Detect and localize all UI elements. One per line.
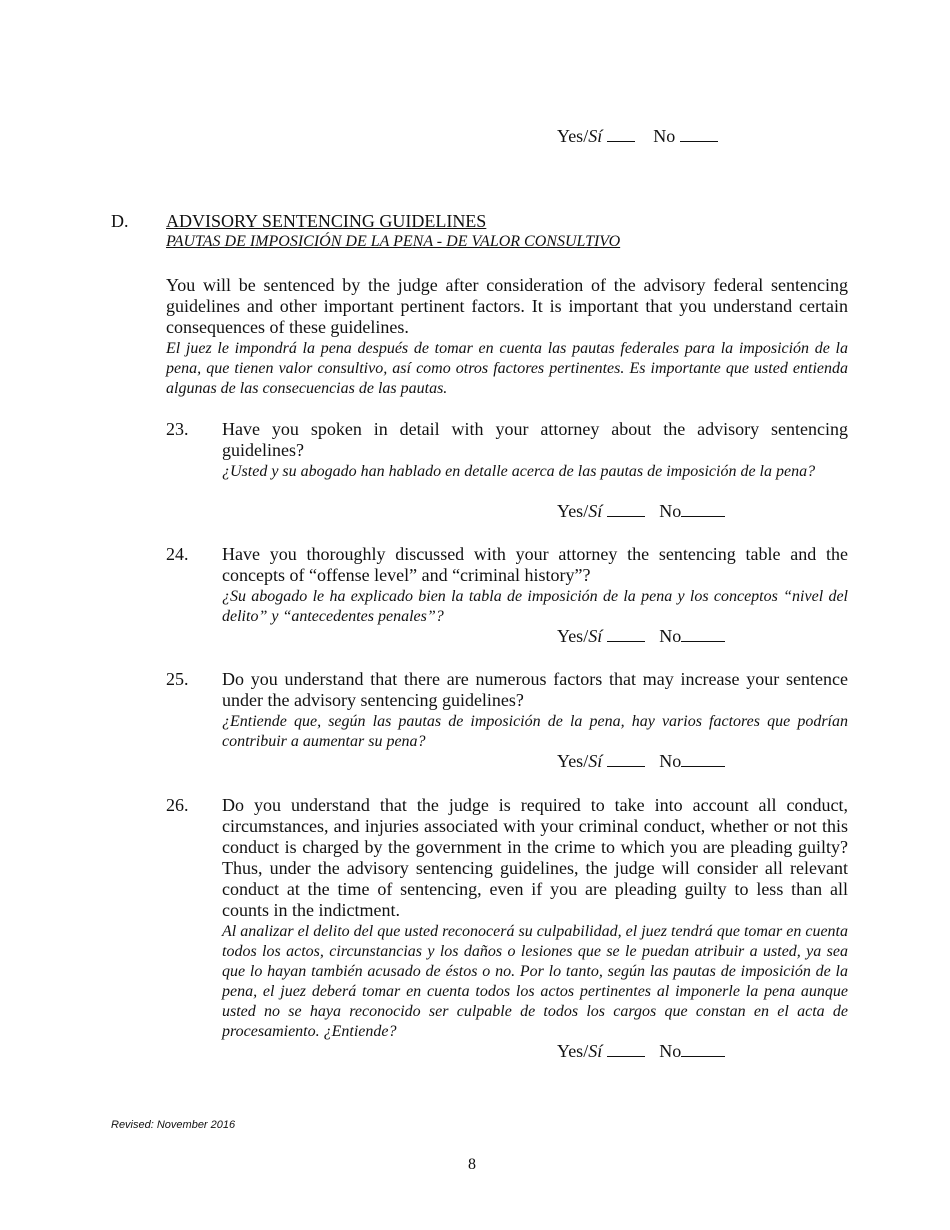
- question-text-es: Al analizar el delito del que usted reconocerá su culpabilidad, el juez tendrá que tomar en cuenta todos los actos, circunstancias y los daños o lesiones que se le puedan atribuir a usted, ya sea que lo hayan también acusado de éstos o no. Por lo tanto, según las pautas de imposición de la pena, el juez deberá tomar en cuenta todos los actos pertinentes al imponerle la pena aunque usted no se haya reconocido ser culpable de todos los cargos que constan en el acta de procesamiento. ¿Entiende?: [222, 923, 848, 1040]
- question-number: 24.: [166, 544, 189, 564]
- question-number: 23.: [166, 419, 189, 439]
- section-letter: D.: [111, 211, 129, 231]
- question-number: 26.: [166, 795, 189, 815]
- yes-blank[interactable]: [607, 1055, 645, 1057]
- question-text-es: ¿Su abogado le ha explicado bien la tabla de imposición de la pena y los conceptos “nivel del delito” y “antecedentes penales”?: [222, 588, 848, 625]
- no-blank[interactable]: [681, 515, 725, 517]
- section-intro-es: El juez le impondrá la pena después de tomar en cuenta las pautas federales para la imposición de la pena, que tienen valor consultivo, así como otros factores pertinentes. Es importante que usted entienda algunas de las consecuencias de las pautas.: [166, 340, 848, 397]
- question-number: 25.: [166, 669, 189, 689]
- question-text-es: ¿Usted y su abogado han hablado en detalle acerca de las pautas de imposición de la pena?: [222, 463, 816, 480]
- yes-blank[interactable]: [607, 515, 645, 517]
- section-subtitle: PAUTAS DE IMPOSICIÓN DE LA PENA - DE VALOR CONSULTIVO: [166, 233, 621, 250]
- question-text-en: Do you understand that there are numerous factors that may increase your sentence under the advisory sentencing guidelines?: [222, 669, 848, 710]
- yes-blank[interactable]: [607, 765, 645, 767]
- page-number: 8: [468, 1156, 476, 1173]
- no-blank[interactable]: [681, 765, 725, 767]
- no-blank[interactable]: [681, 640, 725, 642]
- yes-no-answer: Yes/Sí No: [557, 751, 725, 772]
- no-blank[interactable]: [680, 140, 718, 142]
- yes-blank[interactable]: [607, 140, 635, 142]
- question-text-en: Have you spoken in detail with your attorney about the advisory sentencing guidelines?: [222, 419, 848, 460]
- yes-no-answer-top: Yes/Sí No: [557, 126, 718, 147]
- yes-no-answer: Yes/Sí No: [557, 501, 725, 522]
- question-text-es: ¿Entiende que, según las pautas de imposición de la pena, hay varios factores que podrían contribuir a aumentar su pena?: [222, 713, 848, 750]
- yes-no-answer: Yes/Sí No: [557, 1041, 725, 1062]
- question-text-en: Do you understand that the judge is required to take into account all conduct, circumstances, and injuries associated with your criminal conduct, whether or not this conduct is charged by the government in the crime to which you are pleading guilty? Thus, under the advisory sentencing guidelines, the judge will consider all relevant conduct at the time of sentencing, even if you are pleading guilty to less than all counts in the indictment.: [222, 795, 848, 920]
- revision-date: Revised: November 2016: [111, 1119, 236, 1131]
- question-text-en: Have you thoroughly discussed with your attorney the sentencing table and the concepts of “offense level” and “criminal history”?: [222, 544, 848, 585]
- section-intro-en: You will be sentenced by the judge after consideration of the advisory federal sentencing guidelines and other important pertinent factors. It is important that you understand certain consequences of these guidelines.: [166, 275, 848, 337]
- yes-no-answer: Yes/Sí No: [557, 626, 725, 647]
- section-title: ADVISORY SENTENCING GUIDELINES: [166, 211, 487, 231]
- yes-blank[interactable]: [607, 640, 645, 642]
- no-blank[interactable]: [681, 1055, 725, 1057]
